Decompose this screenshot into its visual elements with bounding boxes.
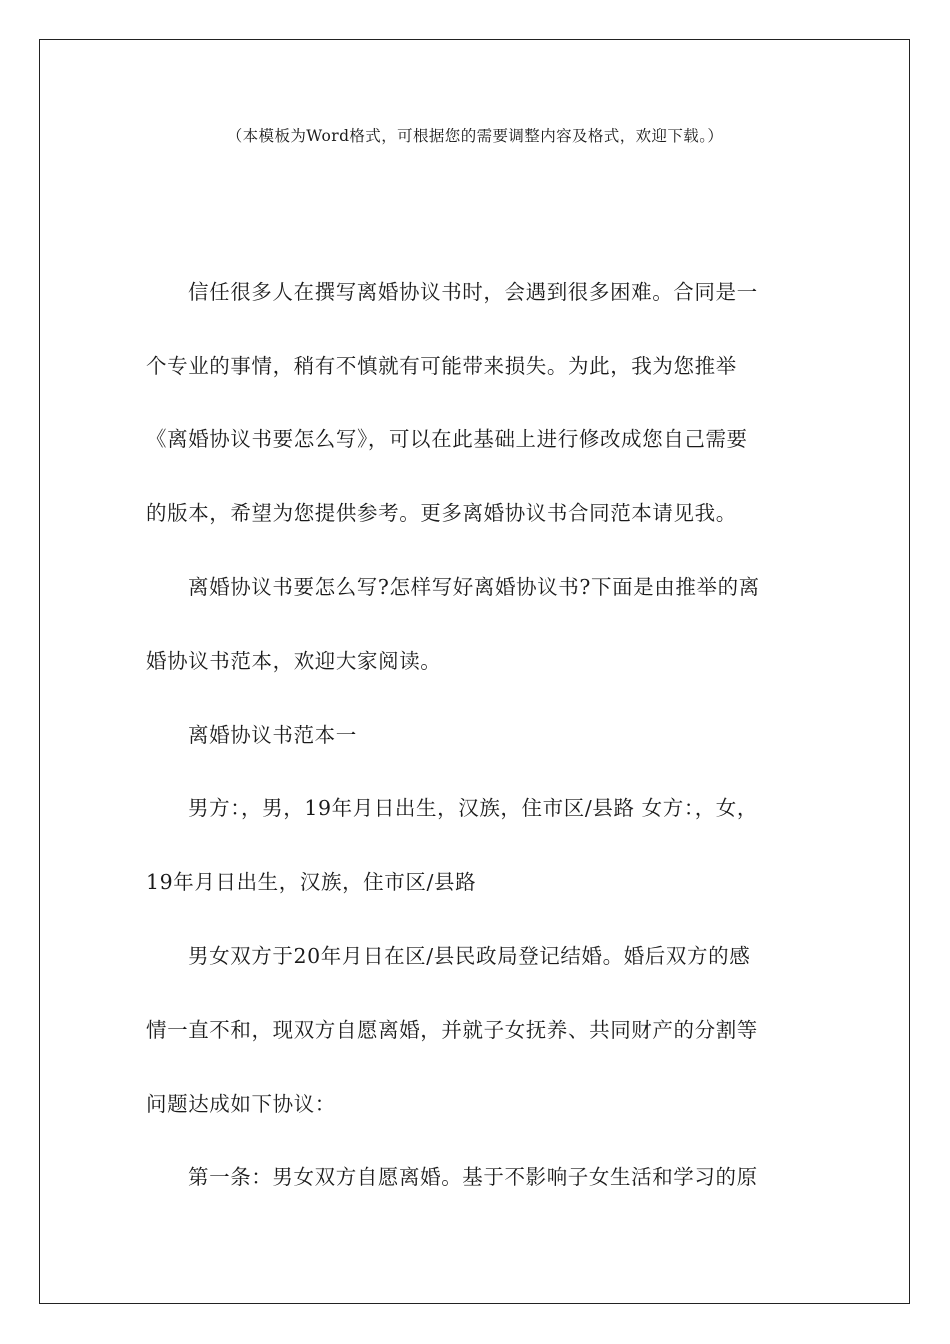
paragraph-line: 个专业的事情，稍有不慎就有可能带来损失。为此，我为您推举 <box>146 354 737 378</box>
paragraph-line: 婚协议书范本，欢迎大家阅读。 <box>146 649 442 673</box>
section-heading: 离婚协议书范本一 <box>188 723 357 747</box>
template-note: （本模板为Word格式，可根据您的需要调整内容及格式，欢迎下载。） <box>226 127 724 145</box>
paragraph-line: 男女双方于20年月日在区/县民政局登记结婚。婚后双方的感 <box>188 944 751 968</box>
paragraph-line: 问题达成如下协议： <box>146 1092 336 1116</box>
paragraph-line: 信任很多人在撰写离婚协议书时，会遇到很多困难。合同是一 <box>188 280 758 304</box>
paragraph-line: 男方：，男，19年月日出生，汉族，住市区/县路 女方：，女， <box>188 796 759 820</box>
paragraph-line: 的版本，希望为您提供参考。更多离婚协议书合同范本请见我。 <box>146 501 737 525</box>
paragraph-line: 《离婚协议书要怎么写》，可以在此基础上进行修改成您自己需要 <box>146 427 748 451</box>
paragraph-line: 情一直不和，现双方自愿离婚，并就子女抚养、共同财产的分割等 <box>146 1018 758 1042</box>
paragraph-line: 19年月日出生，汉族，住市区/县路 <box>146 870 477 894</box>
paragraph-line: 离婚协议书要怎么写?怎样写好离婚协议书?下面是由推举的离 <box>188 575 760 599</box>
paragraph-line: 第一条：男女双方自愿离婚。基于不影响子女生活和学习的原 <box>188 1165 758 1189</box>
